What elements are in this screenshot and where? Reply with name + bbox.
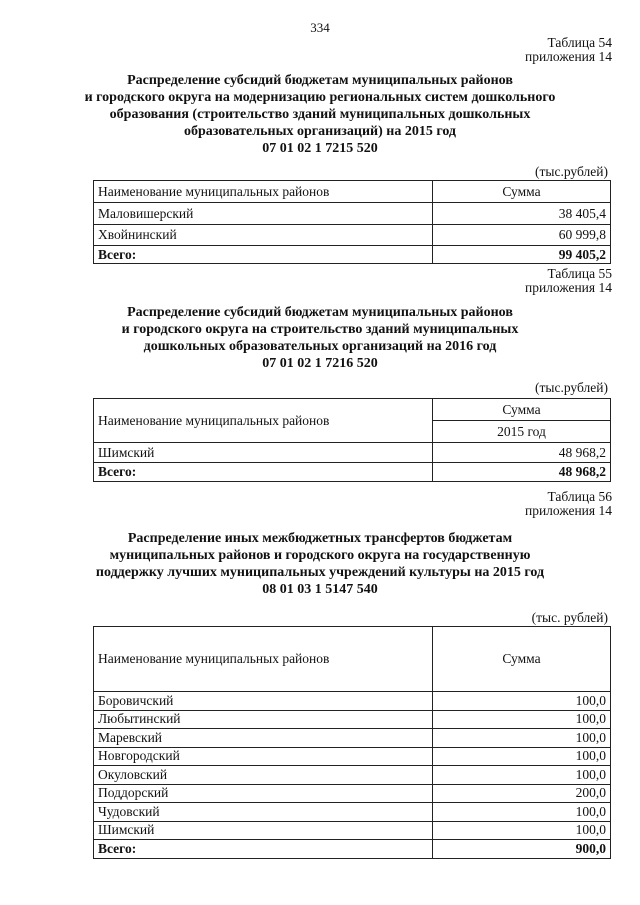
title-line: поддержку лучших муниципальных учреждений культуры на 2015 год xyxy=(95,565,545,580)
amount: 38 405,4 xyxy=(433,203,611,225)
district-name: Любытинский xyxy=(94,710,433,729)
title-line: дошкольных образовательных организаций на 2016 год xyxy=(143,339,497,354)
column-header-name: Наименование муниципальных районов xyxy=(94,181,433,203)
total-label: Всего: xyxy=(94,246,433,264)
total-row xyxy=(94,463,611,482)
amount: 48 968,2 xyxy=(433,443,611,463)
amount: 60 999,8 xyxy=(433,225,611,246)
title-line: муниципальных районов и городского округа на государственную xyxy=(109,548,531,563)
appendix-tag: приложения 14 xyxy=(524,503,612,518)
table-54-section xyxy=(0,36,640,64)
title-line: Распределение субсидий бюджетам муниципальных районов xyxy=(127,73,513,88)
amount: 200,0 xyxy=(433,784,611,803)
district-name: Маревский xyxy=(94,729,433,748)
total-value: 900,0 xyxy=(433,840,611,859)
amount: 100,0 xyxy=(433,766,611,785)
table-55-title xyxy=(0,304,640,372)
amount: 100,0 xyxy=(433,729,611,748)
amount: 100,0 xyxy=(433,710,611,729)
district-name: Новгородский xyxy=(94,747,433,766)
table-56 xyxy=(93,626,611,859)
amount: 100,0 xyxy=(433,747,611,766)
district-name: Хвойнинский xyxy=(94,225,433,246)
district-name: Поддорский xyxy=(94,784,433,803)
appendix-tag: приложения 14 xyxy=(524,49,612,64)
table-header-row xyxy=(94,627,611,692)
district-name: Чудовский xyxy=(94,803,433,822)
amount: 100,0 xyxy=(433,803,611,822)
district-name: Шимский xyxy=(94,821,433,840)
total-label: Всего: xyxy=(94,463,433,482)
district-name: Окуловский xyxy=(94,766,433,785)
column-header-name: Наименование муниципальных районов xyxy=(94,627,433,692)
table-row xyxy=(94,710,611,729)
total-label: Всего: xyxy=(94,840,433,859)
title-line: и городского округа на строительство зданий муниципальных xyxy=(121,322,519,337)
title-line: образовательных организаций) на 2015 год xyxy=(183,124,457,139)
column-header-sum: Сумма xyxy=(433,627,611,692)
table-row xyxy=(94,766,611,785)
title-line: образования (строительство зданий муниципальных дошкольных xyxy=(109,107,531,122)
district-name: Боровичский xyxy=(94,692,433,711)
column-header-sum: Сумма xyxy=(433,181,611,203)
column-header-year: 2015 год xyxy=(433,421,611,443)
title-line: Распределение субсидий бюджетам муниципальных районов xyxy=(127,305,513,320)
table-row xyxy=(94,692,611,711)
district-name: Шимский xyxy=(94,443,433,463)
table-row xyxy=(94,225,611,246)
page-number: 334 xyxy=(310,20,330,35)
total-value: 48 968,2 xyxy=(433,463,611,482)
table-row xyxy=(94,747,611,766)
table-tag: Таблица 54 xyxy=(547,35,612,50)
table-header-row xyxy=(94,181,611,203)
table-55 xyxy=(93,398,611,482)
table-row xyxy=(94,443,611,463)
title-line: Распределение иных межбюджетных трансфертов бюджетам xyxy=(127,531,513,546)
table-tag: Таблица 56 xyxy=(547,489,612,504)
budget-code: 07 01 02 1 7215 520 xyxy=(262,141,378,156)
unit-label: (тыс. рублей) xyxy=(531,610,608,625)
column-header-sum: Сумма xyxy=(433,399,611,421)
table-54-title xyxy=(0,72,640,157)
appendix-tag: приложения 14 xyxy=(524,280,612,295)
table-row xyxy=(94,729,611,748)
amount: 100,0 xyxy=(433,821,611,840)
table-56-section xyxy=(0,490,640,518)
budget-code: 08 01 03 1 5147 540 xyxy=(262,582,378,597)
table-56-title xyxy=(0,530,640,598)
table-row xyxy=(94,821,611,840)
table-54 xyxy=(93,180,611,264)
district-name: Маловишерский xyxy=(94,203,433,225)
column-header-name: Наименование муниципальных районов xyxy=(94,399,433,443)
table-tag: Таблица 55 xyxy=(547,266,612,281)
unit-label: (тыс.рублей) xyxy=(535,164,608,179)
total-row xyxy=(94,246,611,264)
table-55-section xyxy=(0,267,640,295)
total-value: 99 405,2 xyxy=(433,246,611,264)
table-row xyxy=(94,203,611,225)
unit-label: (тыс.рублей) xyxy=(535,380,608,395)
title-line: и городского округа на модернизацию региональных систем дошкольного xyxy=(84,90,556,105)
table-row xyxy=(94,803,611,822)
budget-code: 07 01 02 1 7216 520 xyxy=(262,356,378,371)
amount: 100,0 xyxy=(433,692,611,711)
table-header-row xyxy=(94,399,611,421)
total-row xyxy=(94,840,611,859)
table-row xyxy=(94,784,611,803)
